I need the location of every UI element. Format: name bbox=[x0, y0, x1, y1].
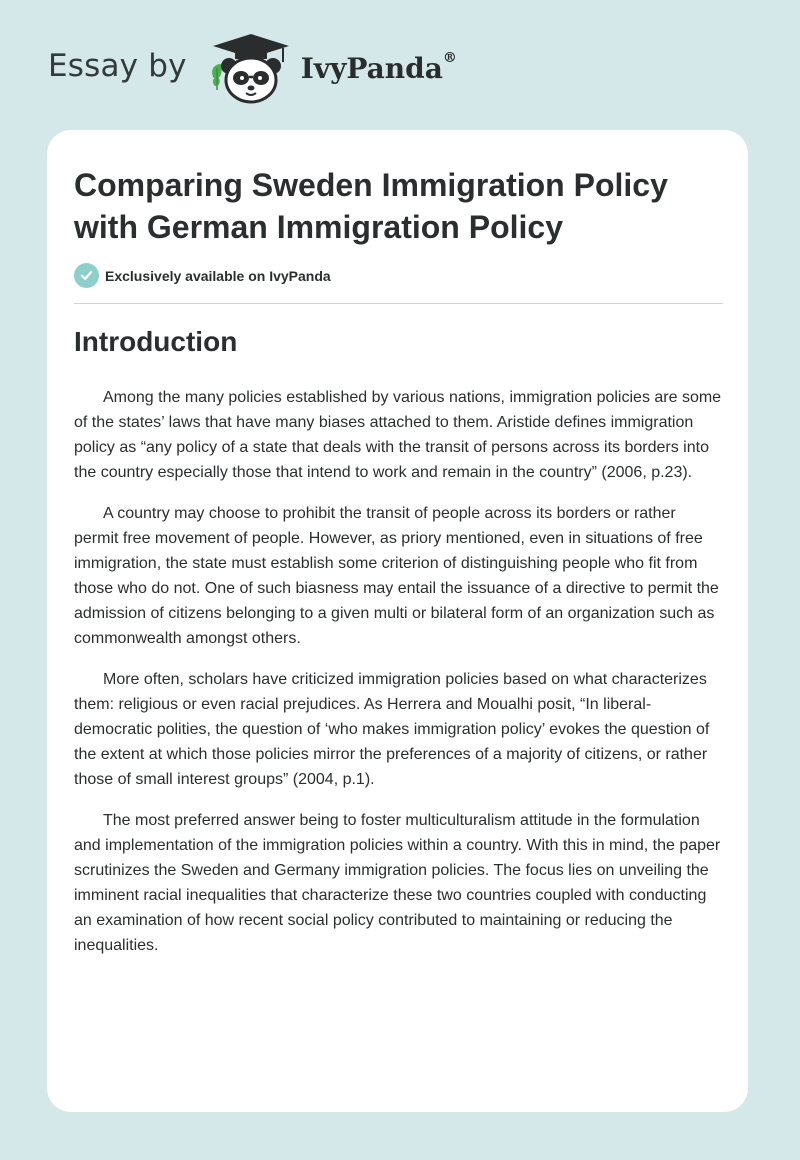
essay-body bbox=[74, 385, 724, 974]
brand-name[interactable]: IvyPanda® bbox=[300, 49, 457, 85]
panda-logo-icon[interactable] bbox=[205, 28, 293, 113]
paragraph: Among the many policies established by various nations, immigration policies are some of the states’ laws that have many biases attached to them. Aristide defines immigration policy as “any policy of a state that deals with the transit of persons across its borders into the country especially those that intend to work and remain in the country” (2006, p.23). bbox=[74, 389, 722, 481]
badge-label: Exclusively available on IvyPanda bbox=[105, 267, 331, 284]
registered-mark: ® bbox=[442, 49, 457, 66]
essay-card bbox=[47, 130, 748, 1112]
site-header bbox=[48, 30, 457, 110]
essay-by-label: Essay by bbox=[48, 48, 187, 84]
page-title: Comparing Sweden Immigration Policy with German Immigration Policy bbox=[74, 167, 668, 245]
section-heading: Introduction bbox=[74, 326, 238, 357]
paragraph: The most preferred answer being to foster multiculturalism attitude in the formulation and implementation of the immigration policies within a country. With this in mind, the paper scrutinizes the Sweden and Germany immigration policies. The focus lies on unveiling the imminent racial inequalities that characterize these two countries coupled with conducting an examination of how recent social policy contributed to maintaining or reducing the inequalities. bbox=[74, 812, 721, 954]
divider bbox=[74, 303, 723, 304]
exclusive-badge bbox=[74, 263, 331, 288]
check-circle-icon bbox=[74, 263, 99, 288]
paragraph: A country may choose to prohibit the transit of people across its borders or rather permit free movement of people. However, as priory mentioned, even in situations of free immigration, the state must establish some criterion of distinguishing people who fit from those who do not. One of such biasness may entail the issuance of a directive to permit the admission of citizens belonging to a given multi or bilateral form of an organization such as commonwealth amongst others. bbox=[74, 505, 719, 647]
paragraph: More often, scholars have criticized immigration policies based on what characterizes them: religious or even racial prejudices. As Herrera and Moualhi posit, “In liberal-democratic polities, the question of ‘who makes immigration policy’ evokes the question of the extent at which those policies mirror the preferences of a majority of citizens, or rather those of small interest groups” (2004, p.1). bbox=[74, 671, 710, 788]
